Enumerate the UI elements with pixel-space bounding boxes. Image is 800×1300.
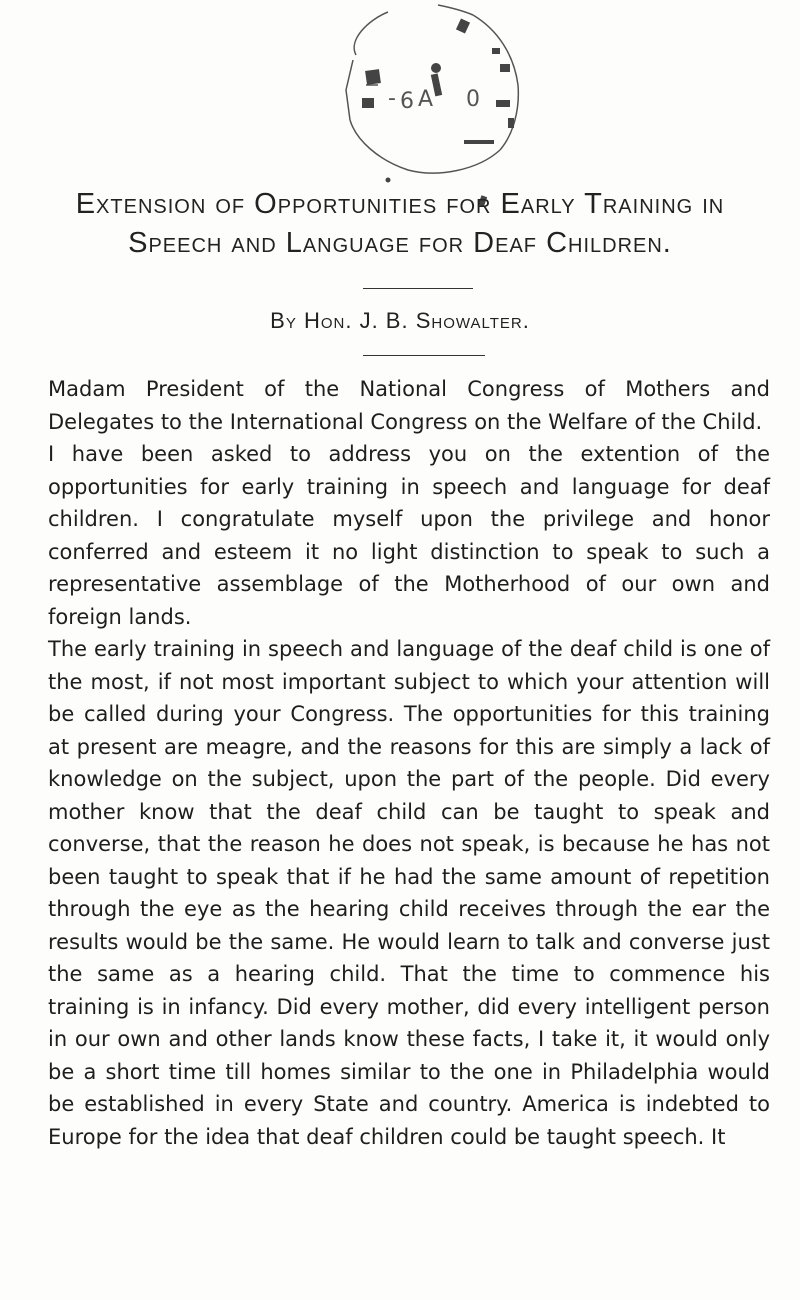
library-stamp-icon <box>238 0 578 210</box>
article-title-line-2: Speech and Language for Deaf Children. <box>128 227 672 259</box>
divider-rule-bottom <box>363 355 485 356</box>
paragraph: I have been asked to address you on the extention of the opportunities for early training in speech and language for deaf children. I congratulate myself upon the privilege and honor conferred and esteem it no light distinction to speak to such a representative assemblage of the Motherhood of our own and foreign lands. <box>48 442 770 629</box>
article-body <box>48 373 770 1153</box>
svg-text:A: A <box>418 87 434 112</box>
paragraph: The early training in speech and language of the deaf child is one of the most, if not most important subject to which your attention will be called during your Congress. The opportunities for this training at present are meagre, and the reasons for this are simply a lack of knowledge on the subject, upon the part of the people. Did every mother know that the deaf child can be taught to speak and converse, that the reason he does not speak, is because he has not been taught to speak that if he had the same amount of repetition through the eye as the hearing child receives through the ear the results would be the same. He would learn to talk and converse just the same as a hearing child. That the time to commence his training is in infancy. Did every mother, did every intelligent person in our own and other lands know these facts, I take it, it would only be a short time till homes similar to the one in Philadelphia would be established in every State and country. America is indebted to Europe for the idea that deaf children could be taught speech. It <box>48 637 770 1149</box>
paragraph: Madam President of the National Congress of Mothers and Delegates to the International Congress on the Welfare of the Child. <box>48 377 770 434</box>
author-byline: By Hon. J. B. Showalter. <box>270 308 530 333</box>
svg-text:0: 0 <box>466 87 480 112</box>
article-title-line-1: Extension of Opportunities for Early Training in <box>75 188 725 220</box>
svg-text:6: 6 <box>400 89 414 114</box>
divider-rule-top <box>363 288 473 289</box>
svg-text:-: - <box>388 86 396 111</box>
